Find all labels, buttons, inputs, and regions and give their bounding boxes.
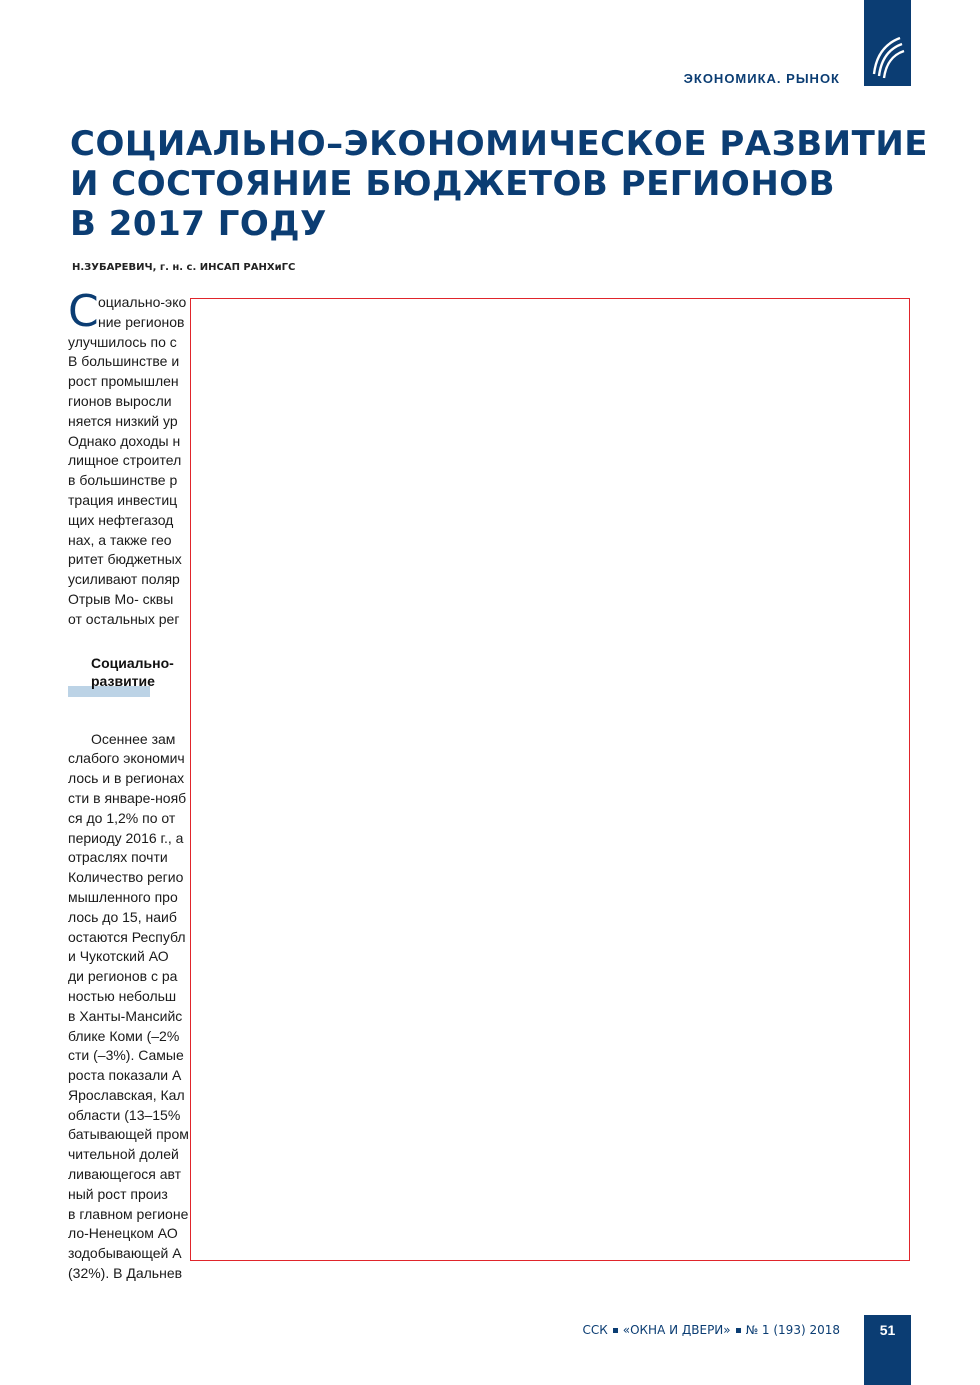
body-line: Осеннее зам <box>91 730 176 747</box>
subheading <box>68 654 193 710</box>
intro-paragraph <box>68 333 193 630</box>
body-line: ди регионов с ра <box>68 968 178 985</box>
body-line: ностью небольш <box>68 987 177 1004</box>
body-line: остаются Республ <box>68 928 186 945</box>
square-separator-icon <box>613 1328 618 1333</box>
text-column <box>68 293 193 1284</box>
footer-journal-c: № 1 (193) 2018 <box>745 1323 840 1337</box>
footer-journal <box>582 1323 840 1337</box>
body-line: лось и в регионах <box>68 770 185 787</box>
article-author: Н.ЗУБАРЕВИЧ, г. н. с. ИНСАП РАНХиГС <box>72 262 296 273</box>
intro-line: гионов выросли <box>68 392 172 409</box>
body-line: периоду 2016 г., а <box>68 829 184 846</box>
intro-line: Отрыв Мо- сквы <box>68 590 174 607</box>
intro-line: щих нефтегазод <box>68 511 174 528</box>
stylized-s-logo-icon <box>870 34 906 80</box>
intro-first-lines <box>68 293 193 337</box>
intro-line: усиливают поляр <box>68 571 180 588</box>
body-line: сти в январе-нояб <box>68 789 187 806</box>
subheading-line: развитие <box>91 672 155 689</box>
footer-journal-a: ССК <box>582 1323 608 1337</box>
title-line: И СОСТОЯНИЕ БЮДЖЕТОВ РЕГИОНОВ <box>70 164 836 204</box>
body-paragraph <box>68 749 193 1284</box>
subheading-line: Социально- <box>91 654 174 671</box>
body-line: батывающей пром <box>68 1126 189 1143</box>
redacted-content-frame <box>190 298 910 1261</box>
body-line: лось до 15, наиб <box>68 908 177 925</box>
title-line: СОЦИАЛЬНО–ЭКОНОМИЧЕСКОЕ РАЗВИТИЕ <box>70 124 929 164</box>
body-line: чительной долей <box>68 1146 179 1163</box>
body-line: блике Коми (–2% <box>68 1027 180 1044</box>
page-number: 51 <box>879 1322 896 1338</box>
article-title <box>70 124 929 244</box>
intro-line: нах, а также гео <box>68 531 172 548</box>
body-line: Количество регио <box>68 869 184 886</box>
body-line: ный рост произ <box>68 1185 168 1202</box>
intro-line: Однако доходы н <box>68 432 181 449</box>
dropcap-letter: С <box>68 293 99 337</box>
body-line: области (13–15% <box>68 1106 181 1123</box>
intro-line: няется низкий ур <box>68 412 178 429</box>
body-line: сти (–3%). Самые <box>68 1047 184 1064</box>
body-line: ливающегося авт <box>68 1166 182 1183</box>
header-tab <box>864 0 911 86</box>
body-line: роста показали А <box>68 1067 182 1084</box>
body-line: в Ханты-Мансийс <box>68 1007 183 1024</box>
intro-line: от остальных рег <box>68 610 180 627</box>
section-label: ЭКОНОМИКА. РЫНОК <box>683 71 840 86</box>
intro-line: трация инвестиц <box>68 491 178 508</box>
intro-line: рост промышлен <box>68 373 179 390</box>
intro-line: улучшилось по с <box>68 333 177 350</box>
body-line: мышленного про <box>68 888 178 905</box>
body-line: (32%). В Дальнев <box>68 1265 183 1282</box>
intro-line: ние регионов <box>98 313 185 330</box>
square-separator-icon <box>736 1328 741 1333</box>
intro-line: В большинстве и <box>68 353 180 370</box>
body-line: и Чукотский АО <box>68 948 169 965</box>
body-line: в главном регионе <box>68 1205 189 1222</box>
footer-journal-b: «ОКНА И ДВЕРИ» <box>622 1323 731 1337</box>
body-line: ся до 1,2% по от <box>68 809 176 826</box>
page-number-tab <box>864 1315 911 1385</box>
intro-line: оциально-эко <box>98 294 187 310</box>
title-line: В 2017 ГОДУ <box>70 204 327 244</box>
intro-line: лищное строител <box>68 452 182 469</box>
intro-line: ритет бюджетных <box>68 551 182 568</box>
body-line: ло-Ненецком АО <box>68 1225 178 1242</box>
intro-line: в большинстве р <box>68 472 178 489</box>
body-line: Ярославская, Кал <box>68 1086 185 1103</box>
body-line: зодобывающей А <box>68 1245 182 1262</box>
body-line: слабого экономич <box>68 750 185 767</box>
body-line: отраслях почти <box>68 849 168 866</box>
